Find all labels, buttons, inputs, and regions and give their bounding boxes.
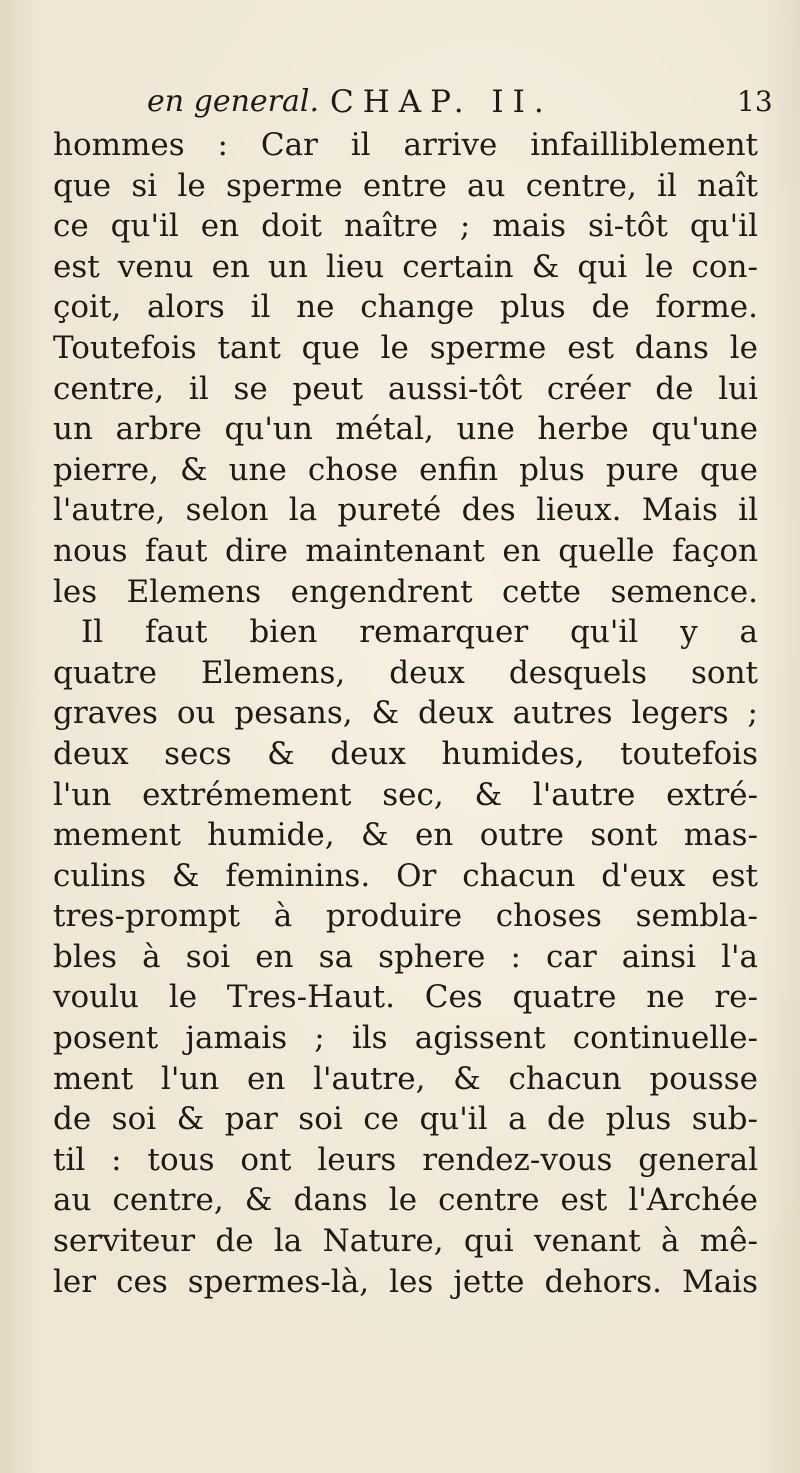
text-line: posent jamais ; ils agissent continuelle- — [53, 1020, 758, 1057]
text-line: au centre, & dans le centre est l'Archée — [53, 1182, 758, 1219]
text-line: ment l'un en l'autre, & chacun pousse — [53, 1060, 758, 1097]
text-line: l'autre, selon la pureté des lieux. Mais il — [53, 492, 758, 529]
text-line: graves ou pesans, & deux autres legers ; — [53, 695, 758, 732]
text-line: l'un extrémement sec, & l'autre extré- — [53, 776, 758, 813]
text-line: ler ces spermes-là, les jette dehors. Mais — [53, 1263, 758, 1300]
text-line: mement humide, & en outre sont mas- — [53, 817, 758, 854]
text-line: centre, il se peut aussi-tôt créer de lui — [53, 370, 758, 407]
text-line: Toutefois tant que le sperme est dans le — [53, 329, 758, 366]
page-header — [0, 80, 800, 130]
chapter-heading: CHAP. II. — [330, 84, 553, 120]
text-line: pierre, & une chose enfin plus pure que — [53, 451, 758, 488]
body-text — [53, 125, 758, 1302]
text-line: est venu en un lieu certain & qui le con- — [53, 248, 758, 285]
text-line: quatre Elemens, deux desquels sont — [53, 654, 758, 691]
text-line: deux secs & deux humides, toutefois — [53, 735, 758, 772]
text-line: les Elemens engendrent cette semence. — [53, 573, 758, 610]
text-line: un arbre qu'un métal, une herbe qu'une — [53, 411, 758, 448]
text-line: çoit, alors il ne change plus de forme. — [53, 289, 758, 326]
text-line: tres-prompt à produire choses sembla- — [53, 898, 758, 935]
text-line: hommes : Car il arrive infailliblement — [53, 127, 758, 163]
text-line: Il faut bien remarquer qu'il y a — [81, 614, 758, 651]
text-line: bles à soi en sa sphere : car ainsi l'a — [53, 938, 758, 975]
text-line: voulu le Tres-Haut. Ces quatre ne re- — [53, 979, 758, 1016]
running-title: en general. — [147, 84, 320, 119]
text-line: til : tous ont leurs rendez-vous general — [53, 1141, 758, 1178]
text-line: que si le sperme entre au centre, il naît — [53, 167, 758, 204]
text-line: ce qu'il en doit naître ; mais si-tôt qu'il — [53, 208, 758, 245]
text-line: de soi & par soi ce qu'il a de plus sub- — [53, 1101, 758, 1138]
text-line: serviteur de la Nature, qui venant à mê- — [53, 1223, 758, 1260]
text-line: culins & feminins. Or chacun d'eux est — [53, 857, 758, 894]
page-number: 13 — [737, 85, 773, 118]
text-line: nous faut dire maintenant en quelle façon — [53, 532, 758, 569]
